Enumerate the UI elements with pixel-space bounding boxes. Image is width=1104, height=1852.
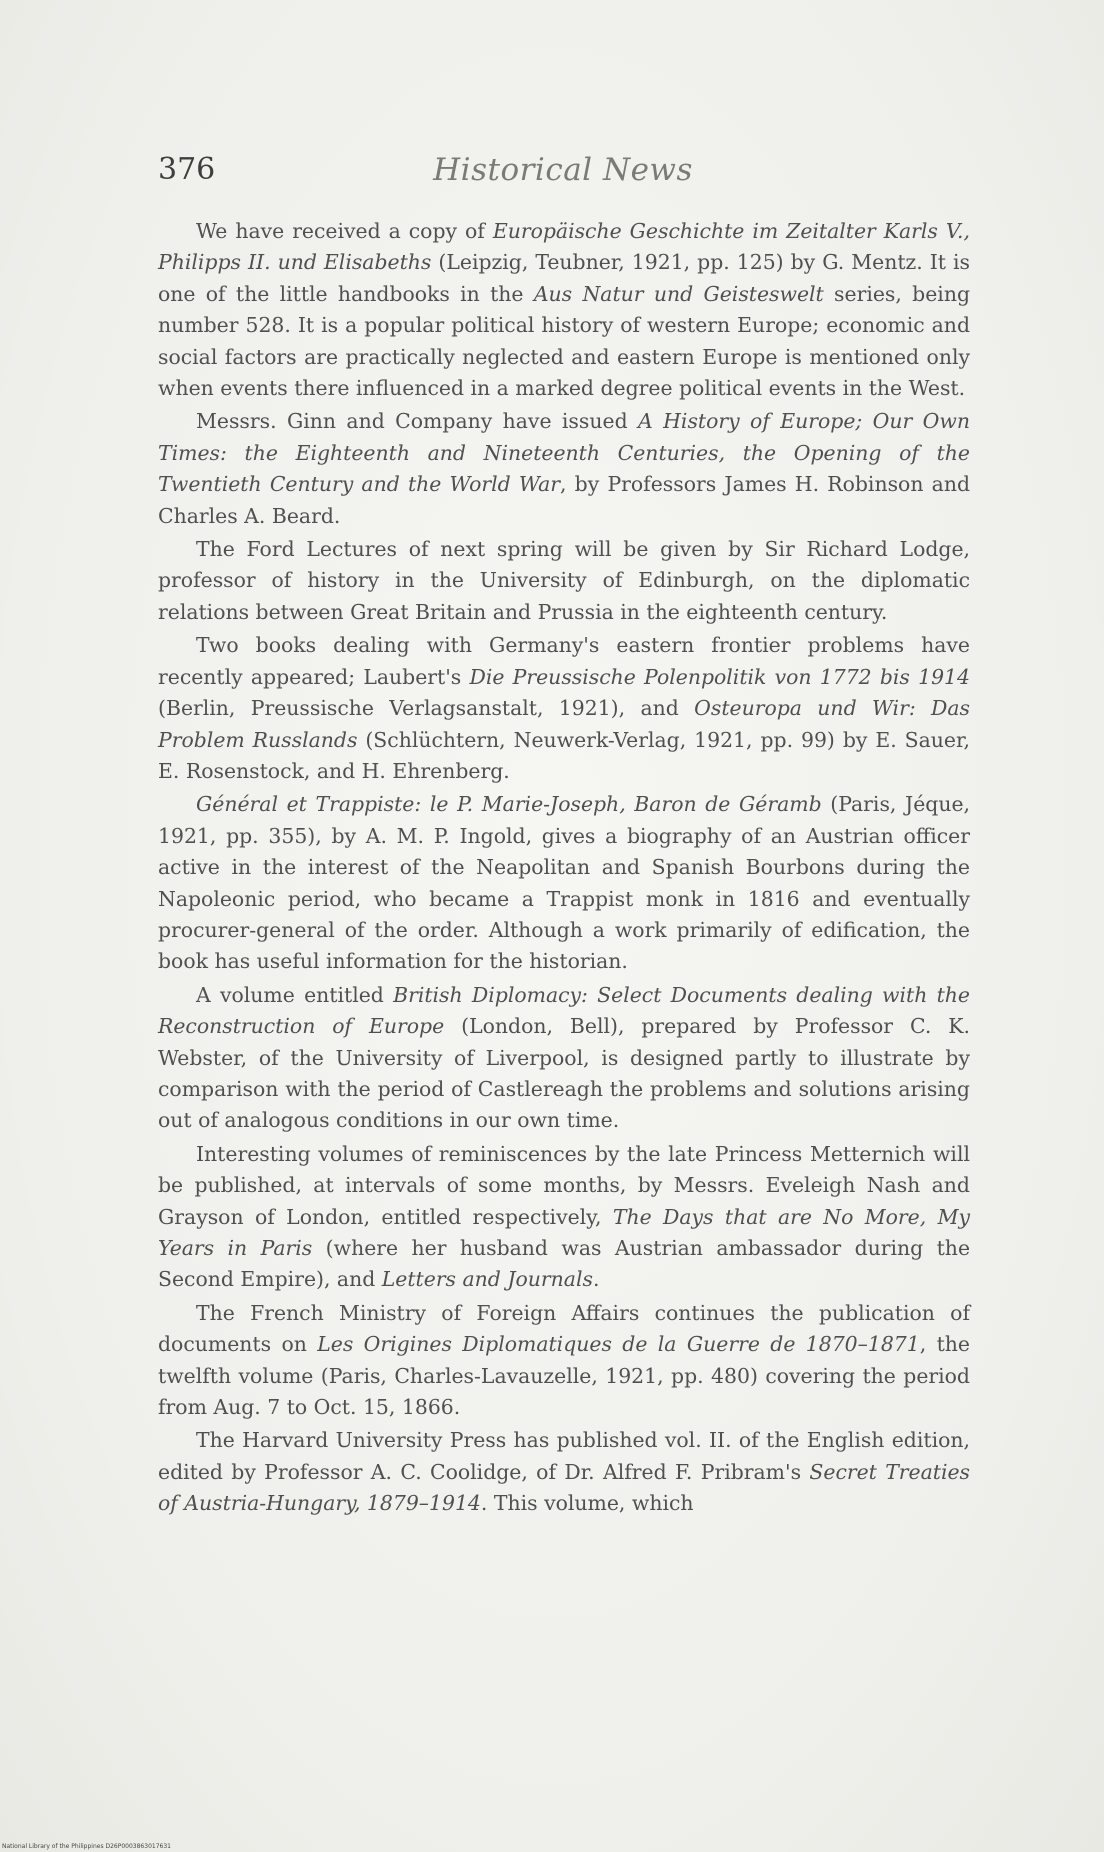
paragraph-text: The Harvard University Press has published vol. II. of the English edition, edited by Professor A. C. Coolidge, of Dr. Alfred F. Pribram's — [158, 1428, 970, 1484]
article-body — [158, 216, 970, 1522]
paragraph-text: series, being number 528. It is a popular political history of western Europe; economic and social factors are practically neglected and eastern Europe is mentioned only when events there influenced in a marked degree political events in the West. — [158, 281, 971, 401]
paragraph-text: (where her husband was Austrian ambassador during the Second Empire), and — [158, 1236, 971, 1292]
paragraph-text: A volume entitled — [196, 982, 394, 1007]
paragraph-text: (London, Bell), prepared by Professor C. K. Webster, of the University of Liverpool, is designed partly to illustrate by comparison with the period of Castlereagh the problems and solutions arising out of analogous conditions in our own time. — [158, 1014, 970, 1133]
paragraph-text: . — [592, 1267, 600, 1292]
paragraph-text: We have received a copy of — [196, 219, 493, 243]
paragraph — [158, 789, 970, 977]
paragraph-text: The French Ministry of Foreign Affairs continues the publication of documents on — [158, 1300, 970, 1357]
paragraph — [158, 1425, 970, 1519]
paragraph-text: . This volume, which — [480, 1491, 694, 1516]
italic-title-text: Die Preussische Polenpolitik von 1772 bis 1914 — [469, 664, 970, 689]
paragraph-text: (Leipzig, Teubner, 1921, pp. 125) by G. Mentz. It is one of the little handbooks in the — [158, 250, 970, 306]
italic-title-text: Les Origines Diplomatiques de la Guerre de 1870–1871 — [317, 1332, 920, 1357]
italic-title-text: A History of Europe; Our Own Times: the Eighteenth and Nineteenth Centuries, the Opening of the Twentieth Century and the World War — [158, 409, 970, 497]
paragraph-text: (Berlin, Preussische Verlagsanstalt, 1921), and — [158, 696, 695, 721]
scan-footer: National Library of the Philippines D26P0003863017631 — [2, 1843, 171, 1850]
italic-title-text: Letters and Journals — [381, 1267, 593, 1292]
paragraph-text: , the twelfth volume (Paris, Charles-Lavauzelle, 1921, pp. 480) covering the period from Aug. 7 to Oct. 15, 1866. — [158, 1332, 970, 1420]
page-header — [158, 152, 968, 198]
italic-title-text: The Days that are No More, My Years in Paris — [158, 1204, 970, 1260]
italic-title-text: Europäische Geschichte im Zeitalter Karls V., Philipps II. und Elisabeths — [158, 219, 970, 275]
paragraph-text: (Paris, Jéque, 1921, pp. 355), by A. M. P. Ingold, gives a biography of an Austrian officer active in the interest of the Neapolitan and Spanish Bourbons during the Napoleonic period, who became a Trappist monk in 1816 and eventually procurer-general of the order. Although a work primarily of edification, the book has useful information for the historian. — [158, 792, 971, 974]
paragraph — [158, 980, 970, 1137]
italic-title-text: Général et Trappiste: le P. Marie-Joseph, Baron de Géramb — [196, 792, 822, 817]
paragraph — [158, 534, 970, 628]
paragraph — [158, 406, 970, 532]
paragraph — [158, 630, 970, 787]
paragraph-text: (Schlüchtern, Neuwerk-Verlag, 1921, pp. 99) by E. Sauer, E. Rosenstock, and H. Ehrenberg. — [158, 727, 970, 783]
italic-title-text: Aus Natur und Geisteswelt — [533, 281, 824, 306]
italic-title-text: Osteuropa und Wir: Das Problem Russlands — [158, 696, 971, 752]
paragraph-text: Two books dealing with Germany's eastern frontier problems have recently appeared; Laubert's — [158, 633, 970, 689]
italic-title-text: British Diplomacy: Select Documents dealing with the Reconstruction of Europe — [158, 982, 970, 1039]
paragraph — [158, 1139, 970, 1296]
paragraph-text: The Ford Lectures of next spring will be given by Sir Richard Lodge, professor of history in the University of Edinburgh, on the diplomatic relations between Great Britain and Prussia in the eighteenth century. — [158, 537, 970, 624]
italic-title-text: Secret Treaties of Austria-Hungary, 1879–1914 — [158, 1459, 971, 1516]
page-number: 376 — [158, 152, 216, 187]
running-title: Historical News — [433, 152, 693, 188]
paragraph-text: Messrs. Ginn and Company have issued — [196, 409, 639, 434]
paragraph — [158, 1298, 970, 1424]
paragraph — [158, 216, 970, 404]
paragraph-text: , by Professors James H. Robinson and Charles A. Beard. — [158, 472, 970, 528]
paragraph-text: Interesting volumes of reminiscences by the late Princess Metternich will be published, at intervals of some months, by Messrs. Eveleigh Nash and Grayson of London, entitled respectively, — [158, 1141, 970, 1229]
